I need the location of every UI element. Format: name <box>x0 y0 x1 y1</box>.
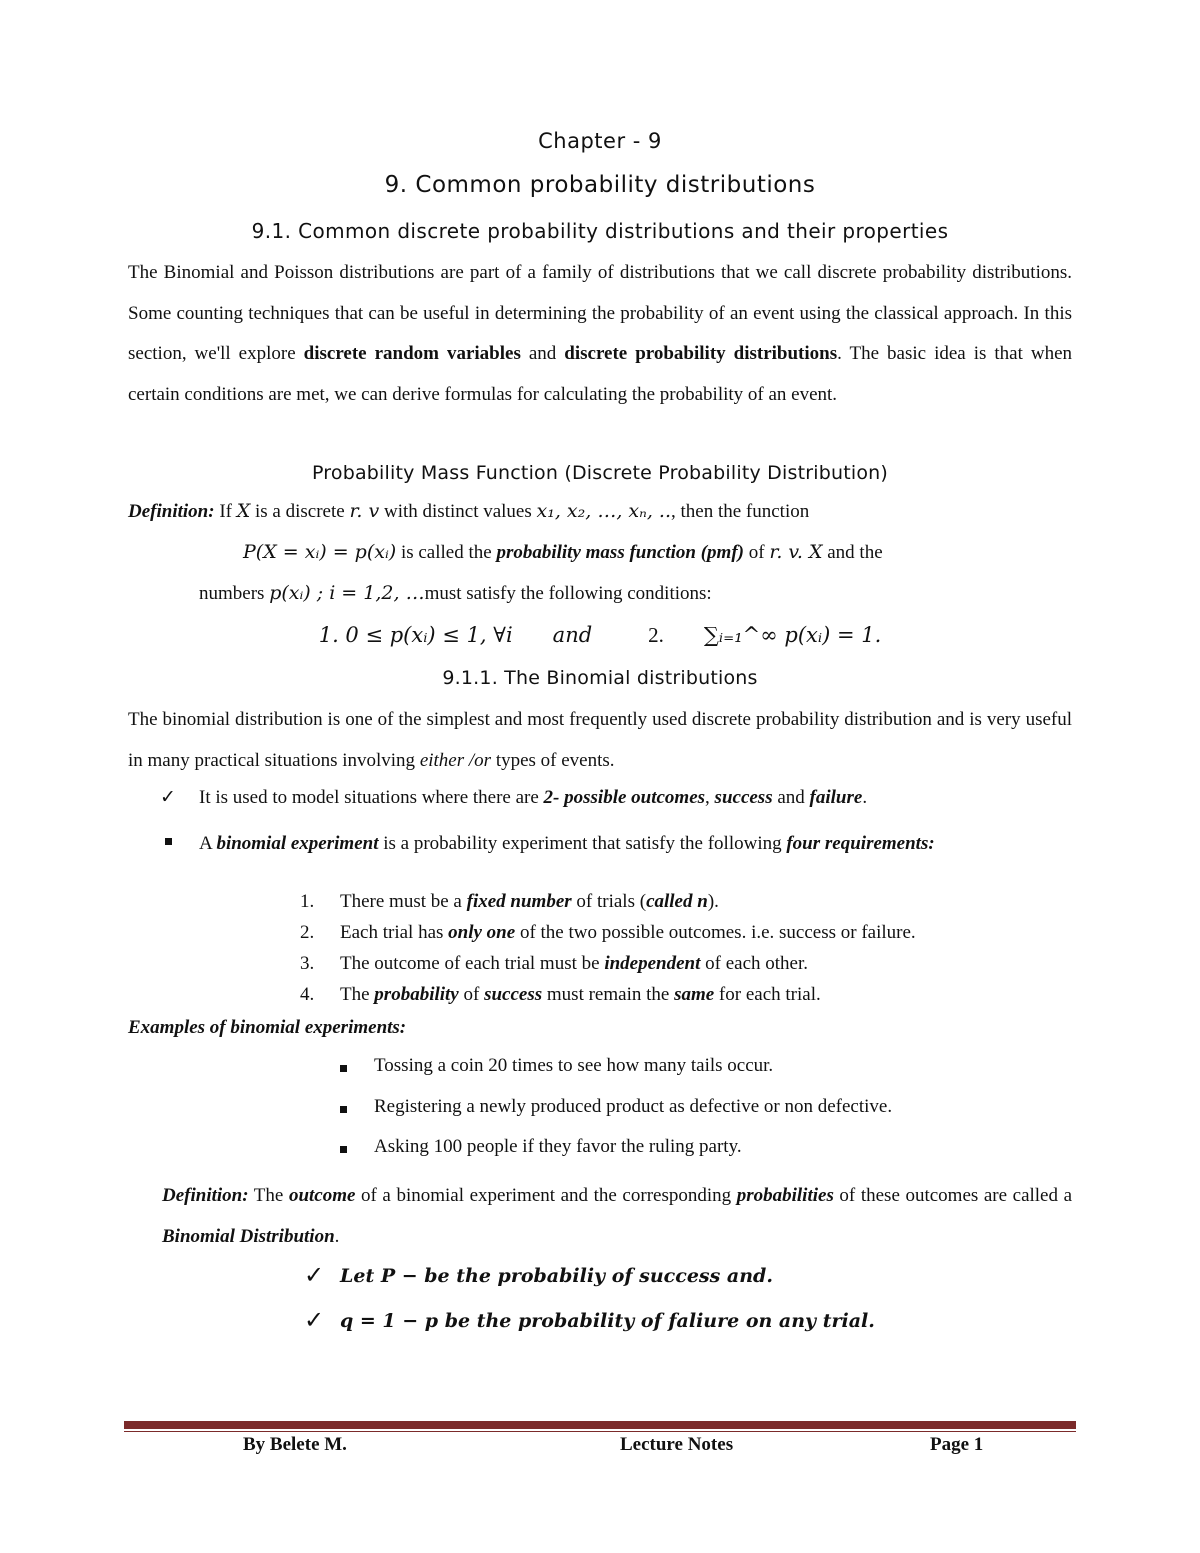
list-text: of trials ( <box>571 891 647 912</box>
pmf-term: probability mass function (pmf) <box>496 542 744 563</box>
checkmark-icon: ✓ <box>160 786 176 808</box>
def-rv: r. v <box>349 500 380 522</box>
list-bold: independent <box>604 953 701 974</box>
intro-bold-1: discrete random variables <box>303 343 521 364</box>
def2-bold-2: probabilities <box>736 1185 834 1206</box>
list-bold: success <box>484 984 543 1005</box>
chapter-label: Chapter - 9 <box>538 129 662 153</box>
footer-rule <box>124 1421 1076 1429</box>
binomial-text-1: The binomial distribution is one of the simplest and most frequently used discrete probability distribution and is very useful in many practical situations involving <box>128 709 1072 771</box>
called-text-2: of <box>744 542 770 563</box>
definition-label: Definition: <box>162 1185 249 1206</box>
binomial-heading: 9.1.1. The Binomial distributions <box>442 667 758 689</box>
list-text: Each trial has <box>340 922 449 943</box>
pmf-numbers-line <box>199 582 712 605</box>
example-item: Tossing a coin 20 times to see how many tails occur. <box>374 1055 774 1076</box>
square-bullet-icon <box>340 1146 347 1153</box>
list-number: 1. <box>300 891 315 912</box>
list-text: for each trial. <box>714 984 821 1005</box>
check-text-4: . <box>862 787 868 808</box>
def-text-1: If <box>214 501 237 522</box>
list-bold: probability <box>374 984 459 1005</box>
pmf-heading: Probability Mass Function (Discrete Probability Distribution) <box>311 462 889 484</box>
called-text-3: and the <box>822 542 883 563</box>
definition-label: Definition: <box>128 501 215 522</box>
list-number: 3. <box>300 953 315 974</box>
list-text: must remain the <box>542 984 675 1005</box>
check-bold-1: 2- possible outcomes <box>543 787 706 808</box>
req-text-2: is a probability experiment that satisfy the following <box>378 833 787 854</box>
page-title: 9. Common probability distributions <box>384 172 816 198</box>
list-item <box>300 891 719 913</box>
list-bold: same <box>674 984 715 1005</box>
check-text-3: and <box>772 787 810 808</box>
example-item: Registering a newly produced product as defective or non defective. <box>374 1096 893 1117</box>
pmf-equation: P(X = xᵢ) = p(xᵢ) <box>243 541 397 563</box>
pmf-conditions <box>0 623 1200 648</box>
checkmark-icon: ✓ <box>304 1306 325 1334</box>
called-rv: r. v. X <box>769 541 823 563</box>
list-item <box>300 922 916 944</box>
req-bold-2: four requirements: <box>786 833 935 854</box>
square-bullet-icon <box>340 1065 347 1072</box>
square-bullet-icon <box>165 838 172 845</box>
intro-bold-2: discrete probability distributions <box>564 343 838 364</box>
requirements-point <box>199 828 1072 859</box>
footer-rule-thin <box>124 1431 1076 1432</box>
section-subtitle: 9.1. Common discrete probability distributions and their properties <box>251 219 949 243</box>
intro-paragraph <box>128 253 1072 415</box>
req-bold-1: binomial experiment <box>216 833 379 854</box>
intro-text-2: and <box>520 343 565 364</box>
footer-author: By Belete M. <box>243 1434 347 1455</box>
condition-1: 1. 0 ≤ p(xᵢ) ≤ 1, ∀i <box>318 623 513 647</box>
def2-text-3: of these outcomes are called a <box>833 1185 1073 1206</box>
footer-title: Lecture Notes <box>620 1434 734 1455</box>
list-text: of <box>458 984 485 1005</box>
def-text-3: with distinct values <box>379 501 537 522</box>
list-text: of the two possible outcomes. i.e. success or failure. <box>515 922 916 943</box>
list-item <box>300 984 821 1006</box>
def2-text-2: of a binomial experiment and the corresponding <box>355 1185 737 1206</box>
def2-bold-3: Binomial Distribution <box>162 1225 335 1247</box>
square-bullet-icon <box>340 1106 347 1113</box>
failure-probability-note: q = 1 − p be the probability of faliure on any trial. <box>340 1310 875 1332</box>
def2-text-4: . <box>334 1225 340 1247</box>
binomial-italic: either /or <box>419 749 492 771</box>
intro-text-3: . The basic idea is that when certain conditions are met, we can derive formulas for calculating the probability of an event. <box>128 343 1073 405</box>
def-text-4: , then the function <box>671 501 810 522</box>
list-number: 2. <box>300 922 315 943</box>
numbers-equation: p(xᵢ) ; i = 1,2, … <box>269 582 425 604</box>
list-bold: only one <box>448 922 516 943</box>
list-text: There must be a <box>340 891 467 912</box>
example-item: Asking 100 people if they favor the ruling party. <box>374 1136 742 1157</box>
condition-2-number: 2. <box>648 623 664 647</box>
numbers-text-1: numbers <box>199 583 270 604</box>
binomial-paragraph <box>128 700 1072 781</box>
binomial-distribution-definition <box>162 1176 1072 1257</box>
check-text-2: , <box>705 787 715 808</box>
footer-page-number: Page 1 <box>930 1434 984 1455</box>
intro-text-1: The Binomial and Poisson distributions are part of a family of distributions that we call discrete probability distributions. Some counting techniques that can be useful in determining the probability of an event using the classical approach. In this section, we'll explore <box>128 262 1072 364</box>
def2-text-1: The <box>248 1185 289 1206</box>
condition-2: ∑ᵢ₌₁^∞ p(xᵢ) = 1. <box>703 623 882 647</box>
numbers-text-2: must satisfy the following conditions: <box>424 583 712 604</box>
examples-heading: Examples of binomial experiments: <box>128 1017 407 1038</box>
two-outcomes-point <box>199 787 867 809</box>
check-bold-2: success <box>714 787 773 808</box>
binomial-text-2: types of events. <box>491 749 615 771</box>
checkmark-icon: ✓ <box>304 1261 325 1289</box>
pmf-definition-line <box>128 500 809 523</box>
def-var-x: X <box>236 500 251 522</box>
condition-and: and <box>552 623 593 647</box>
list-item <box>300 953 808 975</box>
list-number: 4. <box>300 984 315 1005</box>
list-bold: called n <box>646 891 708 912</box>
def2-bold-1: outcome <box>288 1185 356 1206</box>
pmf-equation-line <box>243 541 883 564</box>
check-text-1: It is used to model situations where there are <box>199 787 544 808</box>
list-text: The outcome of each trial must be <box>340 953 605 974</box>
list-text: ). <box>707 891 719 912</box>
success-probability-note: Let P − be the probabiliy of success and. <box>340 1265 773 1287</box>
req-text-1: A <box>199 833 217 854</box>
def-values: x₁, x₂, …, xₙ, .. <box>536 500 671 522</box>
def-text-2: is a discrete <box>250 501 350 522</box>
called-text-1: is called the <box>396 542 497 563</box>
list-bold: fixed number <box>466 891 572 912</box>
check-bold-3: failure <box>809 787 863 808</box>
list-text: of each other. <box>700 953 809 974</box>
list-text: The <box>340 984 375 1005</box>
